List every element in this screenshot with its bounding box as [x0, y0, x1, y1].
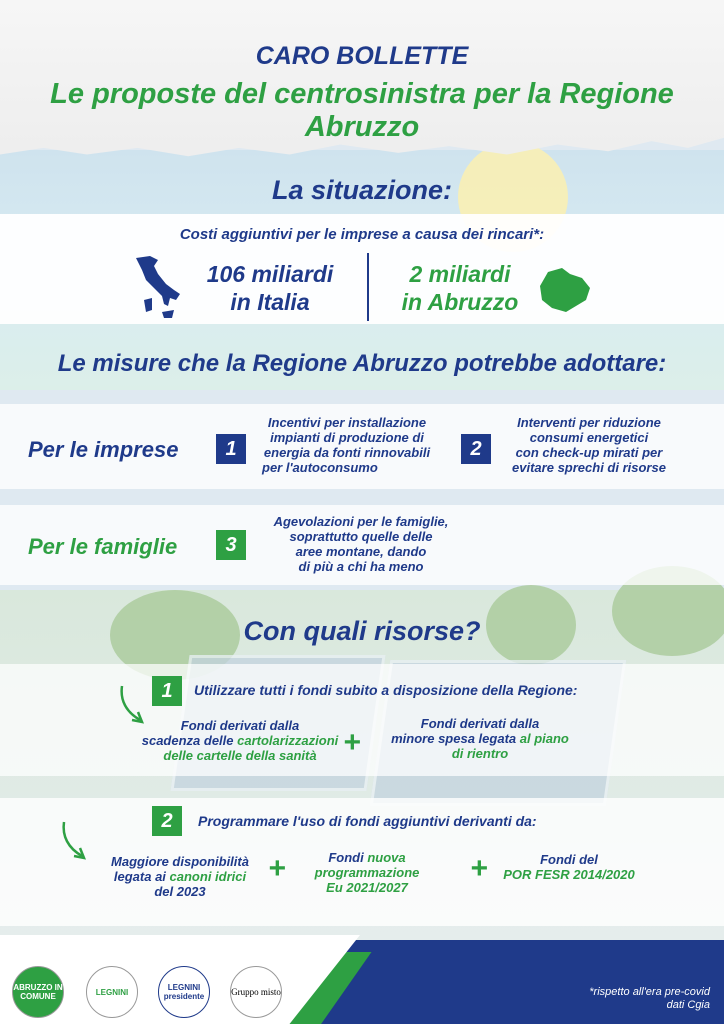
- page-title: CARO BOLLETTE: [255, 42, 469, 70]
- text-line: evitare sprechi di risorse: [512, 460, 666, 475]
- resources-heading: Con quali risorse?: [243, 616, 481, 646]
- footnote: [520, 986, 710, 1012]
- text-part: scadenza delle: [141, 733, 238, 748]
- text-line: per l'autoconsumo: [262, 460, 378, 475]
- text-line: aree montane, dando: [295, 544, 427, 559]
- page-subtitle: Le proposte del centrosinistra per la Regione Abruzzo: [50, 78, 674, 143]
- text-line: Fondi derivati dalla: [420, 716, 540, 731]
- footnote-line: dati Cgia: [666, 999, 710, 1011]
- abruzzo-cost: [390, 260, 530, 316]
- situation-caption: Costi aggiuntivi per le imprese a causa dei rincari*:: [179, 226, 545, 243]
- logo-gruppo-misto: Gruppo misto: [230, 966, 282, 1018]
- text-highlight: nuova: [367, 850, 406, 865]
- abruzzo-map-icon: [536, 266, 594, 316]
- resource-option: [90, 854, 270, 899]
- text-part: legata ai: [113, 869, 170, 884]
- text-line: Fondi derivati dalla: [180, 718, 300, 733]
- measure-description: [256, 514, 466, 574]
- text-line: consumi energetici: [529, 430, 649, 445]
- families-label: Per le famiglie: [28, 534, 178, 559]
- measure-number: 1: [216, 434, 246, 464]
- text-highlight: Eu 2021/2027: [326, 880, 408, 895]
- text-line: Agevolazioni per le famiglie,: [273, 514, 449, 529]
- resource-option: [302, 850, 432, 895]
- plus-sign: +: [268, 852, 286, 885]
- resource-step-number: 1: [152, 676, 182, 706]
- text-part: minore spesa legata: [391, 731, 520, 746]
- text-highlight: programmazione: [314, 865, 420, 880]
- text-line: Incentivi per installazione: [267, 415, 427, 430]
- abruzzo-cost-place: in Abruzzo: [401, 289, 519, 315]
- footnote-line: *rispetto all'era pre-covid: [589, 986, 710, 998]
- measure-description: [494, 415, 684, 475]
- measure-description: [252, 415, 442, 475]
- text-highlight: POR FESR 2014/2020: [503, 867, 635, 882]
- logo-legnini: LEGNINI: [86, 966, 138, 1018]
- resource-step-text: Utilizzare tutti i fondi subito a disposizione della Regione:: [194, 682, 578, 698]
- plus-sign: +: [470, 852, 488, 885]
- italy-map-icon: [128, 254, 184, 322]
- text-line: con check-up mirati per: [515, 445, 663, 460]
- text-line: [302, 850, 432, 865]
- text-line: energia da fonti rinnovabili: [263, 445, 431, 460]
- text-line: impianti di produzione di: [270, 430, 424, 445]
- resource-step-number: 2: [152, 806, 182, 836]
- text-line: Maggiore disponibilità: [111, 854, 249, 869]
- situation-divider: [367, 253, 369, 321]
- resource-option: [140, 718, 340, 763]
- italy-cost-place: in Italia: [230, 289, 310, 315]
- resource-step-text: Programmare l'uso di fondi aggiuntivi derivanti da:: [198, 813, 537, 829]
- text-line: [90, 869, 270, 884]
- text-line: soprattutto quelle delle: [289, 529, 433, 544]
- abruzzo-cost-value: 2 miliardi: [409, 261, 511, 287]
- logo-legnini-presidente: LEGNINI presidente: [158, 966, 210, 1018]
- resource-option: [390, 716, 570, 761]
- italy-cost-value: 106 miliardi: [206, 261, 334, 287]
- text-highlight: di rientro: [451, 746, 509, 761]
- text-highlight: canoni idrici: [169, 869, 247, 884]
- step1-band: [0, 664, 724, 776]
- text-highlight: al piano: [519, 731, 569, 746]
- situation-heading: La situazione:: [271, 175, 453, 205]
- text-line: [140, 733, 340, 748]
- measures-heading: Le misure che la Regione Abruzzo potrebbe adottare:: [57, 350, 667, 377]
- resource-option: [494, 852, 644, 882]
- text-line: di più a chi ha meno: [298, 559, 424, 574]
- text-line: Fondi del: [540, 852, 598, 867]
- measure-number: 2: [461, 434, 491, 464]
- text-line: del 2023: [154, 884, 206, 899]
- text-part: Fondi: [328, 850, 368, 865]
- text-line: [390, 731, 570, 746]
- arrow-down-right-icon: [58, 820, 88, 864]
- text-highlight: cartolarizzazioni: [237, 733, 339, 748]
- logo-abruzzo-in-comune: ABRUZZO IN COMUNE: [12, 966, 64, 1018]
- plus-sign: +: [343, 726, 361, 759]
- italy-cost: [190, 260, 350, 316]
- text-highlight: delle cartelle della sanità: [163, 748, 317, 763]
- businesses-label: Per le imprese: [28, 437, 179, 462]
- measure-number: 3: [216, 530, 246, 560]
- text-line: Interventi per riduzione: [517, 415, 661, 430]
